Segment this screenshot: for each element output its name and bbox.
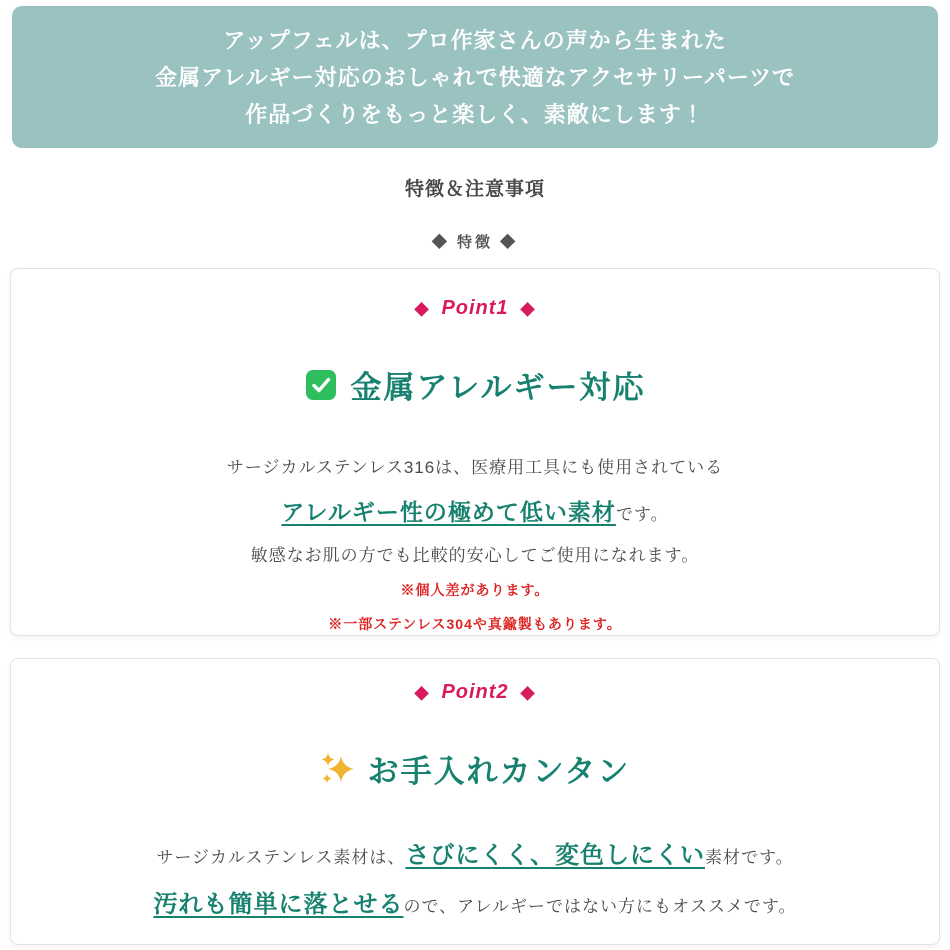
point1-label: Point1 — [441, 297, 509, 319]
section-title: 特徴＆注意事項 — [404, 179, 545, 200]
diamond-icon: ◆ — [520, 298, 536, 318]
banner-line-2: 金属アレルギー対応のおしゃれで快適なアクセサリーパーツで — [155, 64, 795, 90]
point2-line2-suffix: ので、アレルギーではない方にもオススメです。 — [403, 897, 797, 916]
point2-heading-row — [11, 746, 939, 791]
point2-emphasis1: さびにくく、変色しにくい — [405, 842, 705, 869]
point1-note1: ※個人差があります。 — [400, 582, 550, 598]
point1-emphasis: アレルギー性の極めて低い素材 — [281, 499, 616, 525]
feature-card-point1 — [10, 268, 940, 636]
hero-banner — [12, 6, 938, 148]
point1-heading-row — [11, 362, 939, 407]
section-subtitle: ◆ 特徴 ◆ — [431, 234, 519, 251]
diamond-icon: ◆ — [414, 682, 430, 702]
point1-text-line1: サージカルステンレス316は、医療用工具にも使用されている — [226, 458, 724, 477]
diamond-icon: ◆ — [520, 682, 536, 702]
point1-line2-suffix: です。 — [615, 505, 669, 524]
point2-line1-suffix: 素材です。 — [704, 848, 794, 867]
point2-text-line2 — [11, 884, 939, 919]
point2-label-row — [11, 659, 939, 704]
check-icon — [305, 369, 337, 401]
point1-text-line2 — [11, 494, 939, 527]
point1-note2: ※一部ステンレス304や真鍮製もあります。 — [328, 616, 622, 632]
point2-text-line1 — [11, 835, 939, 870]
point1-text-line3: 敏感なお肌の方でも比較的安心してご使用になれます。 — [250, 546, 700, 565]
point2-label: Point2 — [441, 681, 509, 703]
sparkle-icon — [320, 752, 354, 786]
feature-card-point2 — [10, 658, 940, 945]
diamond-icon: ◆ — [414, 298, 430, 318]
point2-heading: お手入れカンタン — [367, 754, 631, 789]
point2-line1-prefix: サージカルステンレス素材は、 — [156, 848, 406, 867]
banner-line-1: アップフェルは、プロ作家さんの声から生まれた — [223, 27, 727, 53]
point2-emphasis2: 汚れも簡単に落とせる — [153, 891, 404, 918]
banner-line-3: 作品づくりをもっと楽しく、素敵にします！ — [245, 101, 705, 127]
point1-label-row — [11, 269, 939, 320]
point1-heading: 金属アレルギー対応 — [350, 370, 646, 405]
